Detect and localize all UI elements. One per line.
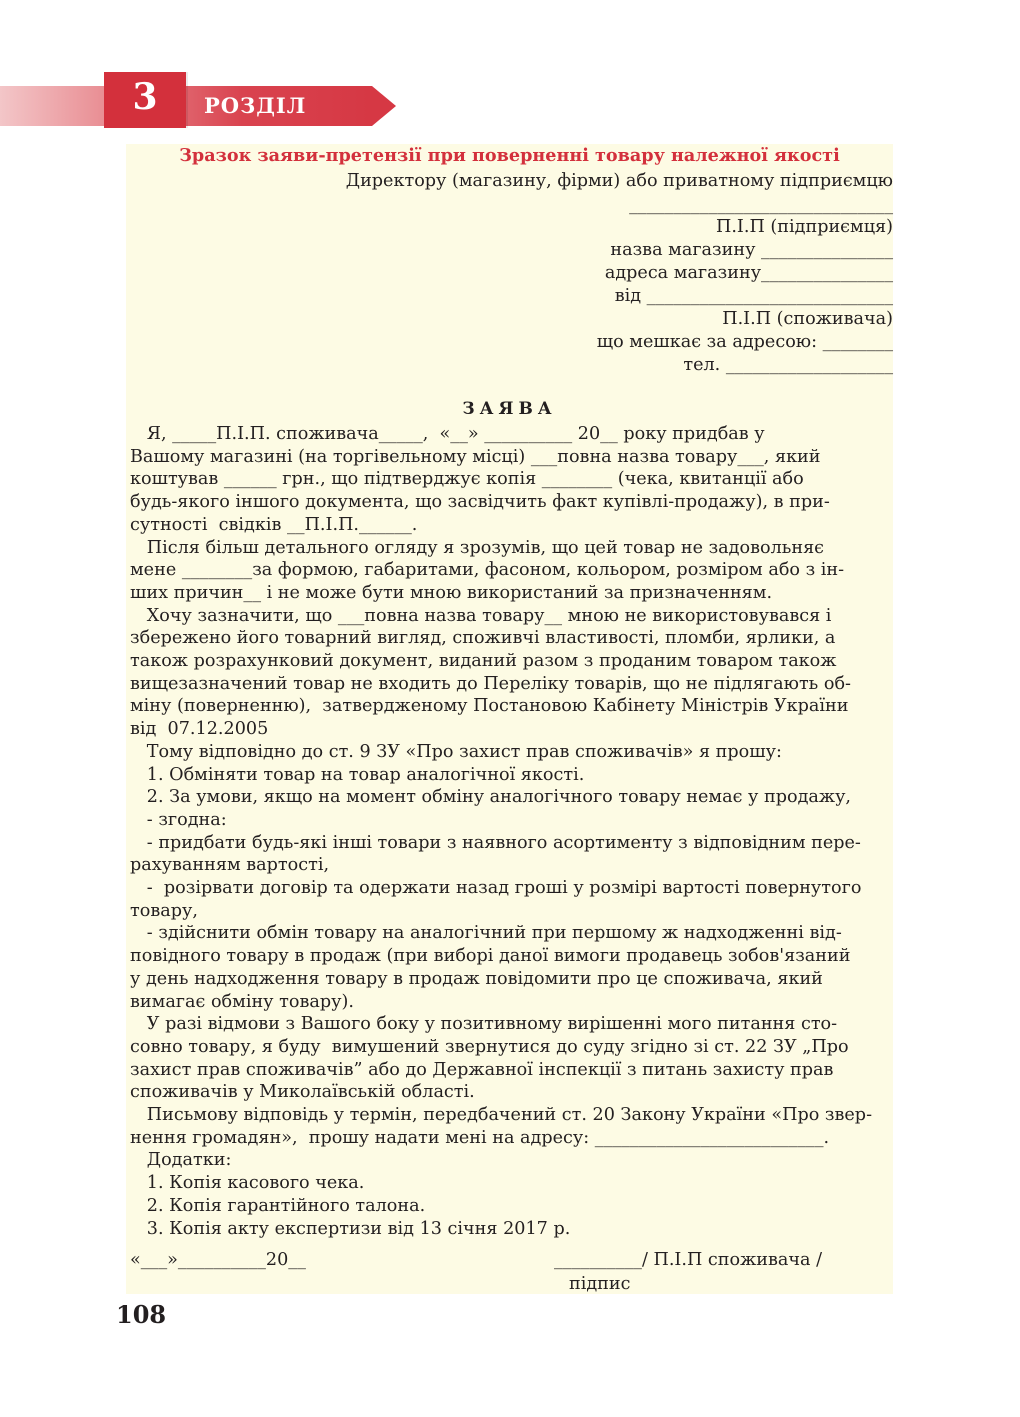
addressee-line: що мешкає за адресою: ________ [596,332,893,352]
body-line: Хочу зазначити, що ___повна назва товару__ мною не використовувався і [130,605,832,626]
body-line: від 07.12.2005 [130,719,269,740]
addressee-line: П.І.П (підприємця) [716,217,893,237]
chapter-banner [0,72,400,130]
addressee-line: ______________________________ [629,195,893,215]
body-line: мене ________за формою, габаритами, фасоном, кольором, розміром або з ін- [130,560,845,581]
body-line: 1. Обміняти товар на товар аналогічної якості. [130,764,585,785]
body-line: збережено його товарний вигляд, споживчі властивості, пломби, ярлики, а [130,628,836,649]
body-line: нення громадян», прошу надати мені на адресу: __________________________. [130,1127,830,1148]
addressee-line: Директору (магазину, фірми) або приватному підприємцю [345,171,893,191]
body-line: повідного товару в продаж (при виборі даної вимоги продавець зобов'язаний [130,946,851,967]
addressee-line: адреса магазину_______________ [604,263,893,283]
addressee-line: від ____________________________ [614,286,893,306]
body-line: - згодна: [130,809,227,830]
body-line: 2. Копія гарантійного талона. [130,1195,426,1216]
banner-arrow [372,86,396,126]
body-line: захист прав споживачів” або до Державної інспекції з питань захисту прав [130,1059,834,1080]
banner-bar [0,86,372,126]
body-line: вимагає обміну товару). [130,991,354,1012]
body-line: - здійснити обмін товару на аналогічний при першому ж надходженні від- [130,923,842,944]
body-line: 3. Копія акту експертизи від 13 січня 2017 р. [130,1218,571,1239]
page-number: 108 [116,1300,167,1329]
body-line: У разі відмови з Вашого боку у позитивному вирішенні мого питання сто- [130,1014,838,1035]
signature-line: __________/ П.І.П споживача / [554,1250,823,1270]
addressee-line: П.І.П (споживача) [722,309,893,329]
body-line: міну (поверненню), затвердженому Постановою Кабінету Міністрів України [130,696,849,717]
statement-heading: ЗАЯВА [462,399,557,419]
addressee-line: назва магазину _______________ [610,240,893,260]
body-line: будь-якого іншого документа, що засвідчить факт купівлі-продажу), в при- [130,492,830,513]
body-line: - розірвати договір та одержати назад гроші у розмірі вартості повернутого [130,878,862,898]
body-line: 1. Копія касового чека. [130,1173,365,1194]
body-line: совно товару, я буду вимушений звернутися до суду згідно зі ст. 22 ЗУ „Про [130,1036,849,1057]
body-line: у день надходження товару в продаж повідомити про це споживача, який [130,968,823,989]
body-line: також розрахунковий документ, виданий разом з проданим товаром також [130,651,837,671]
body-line: Після більш детального огляду я зрозумів, що цей товар не задовольняє [130,537,825,558]
body-line: товару, [130,900,198,921]
chapter-number: 3 [132,76,158,118]
date-line: «___»__________20__ [130,1250,306,1270]
body-line: коштував ______ грн., що підтверджує копія ________ (чека, квитанції або [130,469,804,490]
body-line: Тому відповідно до ст. 9 ЗУ «Про захист прав споживачів» я прошу: [130,741,782,762]
body-line: Вашому магазині (на торгівельному місці) ___повна назва товару___, який [130,446,821,467]
document-title: Зразок заяви-претензії при поверненні товару належної якості [179,145,840,166]
body-line: споживачів у Миколаївській області. [130,1082,475,1103]
chapter-label: РОЗДІЛ [204,93,307,118]
body-line: Я, _____П.І.П. споживача_____, «__» __________ 20__ року придбав у [130,424,765,444]
body-line: Додатки: [130,1150,232,1171]
body-line: сутності свідків __П.І.П.______. [130,514,418,535]
chapter-number-box [104,72,186,128]
body-line: рахуванням вартості, [130,855,330,876]
signature-caption: підпис [569,1274,631,1294]
body-line: ших причин__ і не може бути мною використаний за призначенням. [130,582,773,603]
body-line: - придбати будь-які інші товари з наявного асортименту з відповідним пере- [130,832,861,853]
body-line: вищезазначений товар не входить до Переліку товарів, що не підлягають об- [130,673,851,694]
body-line: Письмову відповідь у термін, передбачений ст. 20 Закону України «Про звер- [130,1105,873,1125]
body-line: 2. За умови, якщо на момент обміну аналогічного товару немає у продажу, [130,787,852,808]
addressee-line: тел. ___________________ [683,355,893,375]
